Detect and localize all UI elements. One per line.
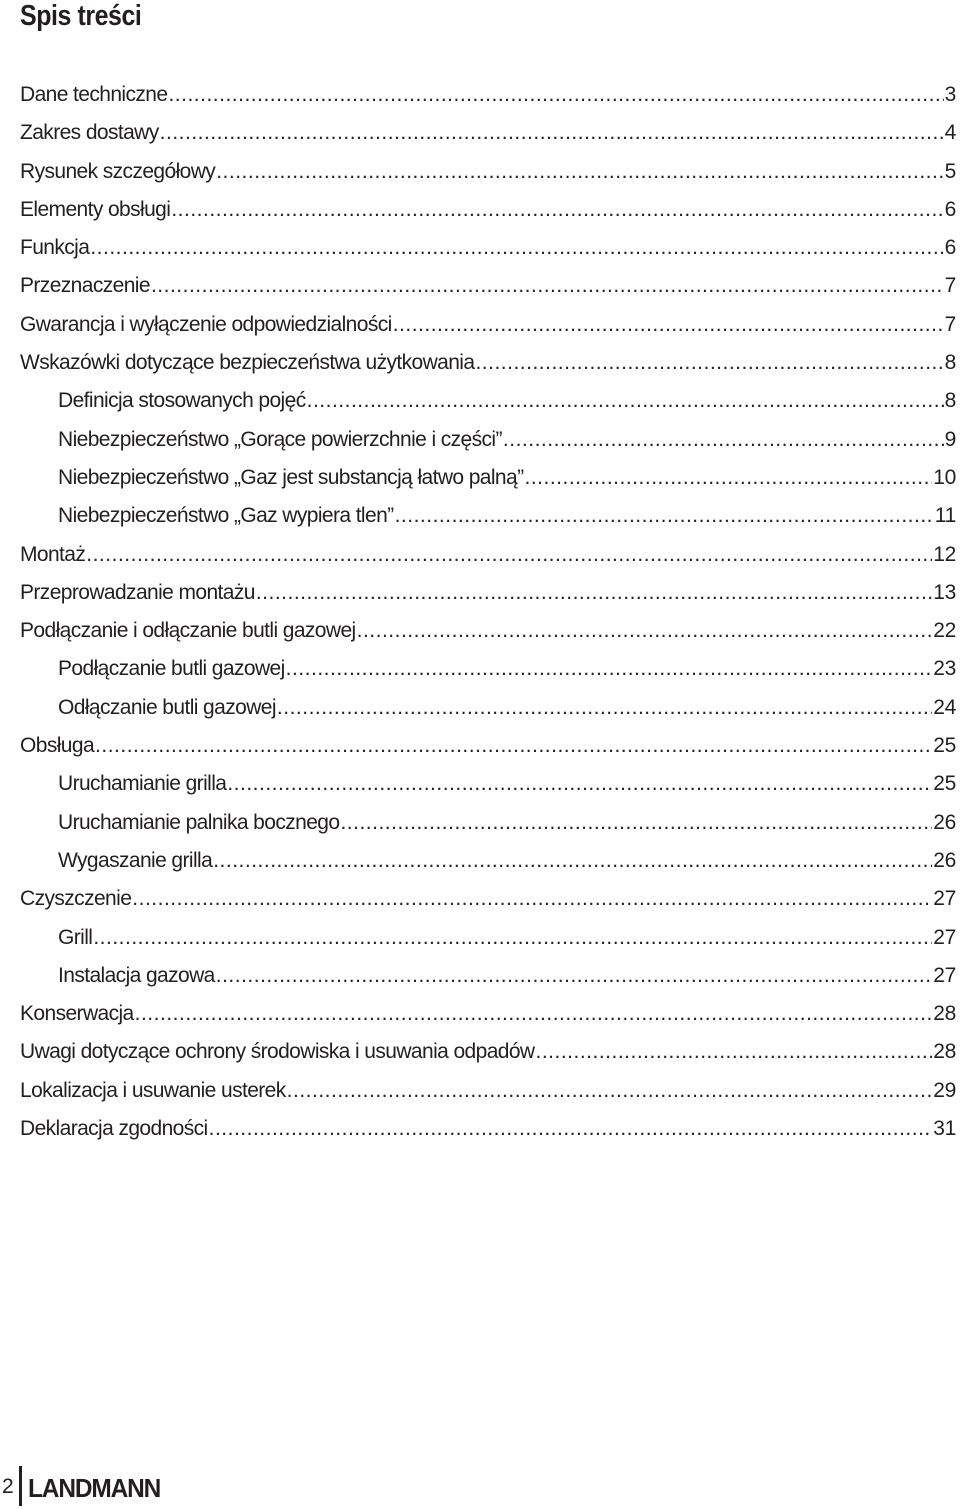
toc-entry-page: 9	[944, 427, 956, 451]
toc-entry-label: Podłączanie butli gazowej	[58, 657, 285, 681]
table-of-contents	[20, 76, 956, 1148]
toc-entry-label: Przeprowadzanie montażu	[20, 580, 255, 604]
landmann-logo: LANDMANN	[28, 1473, 161, 1503]
toc-entry[interactable]	[20, 153, 956, 191]
toc-entry-label: Niebezpieczeństwo „Gaz jest substancją łatwo palną”	[58, 465, 524, 489]
toc-entry-page: 8	[944, 351, 956, 375]
toc-dot-leader	[216, 957, 933, 995]
footer-divider	[19, 1466, 22, 1506]
toc-entry-page: 31	[933, 1117, 956, 1141]
toc-dot-leader	[93, 919, 932, 957]
toc-entry-page: 7	[944, 274, 956, 298]
toc-dot-leader	[135, 995, 933, 1033]
toc-entry-label: Lokalizacja i usuwanie usterek	[20, 1078, 286, 1102]
toc-dot-leader	[395, 497, 934, 535]
toc-entry-label: Instalacja gazowa	[58, 963, 215, 987]
toc-dot-leader	[340, 804, 932, 842]
toc-entry-label: Elementy obsługi	[20, 197, 171, 221]
toc-entry-label: Gwarancja i wyłączenie odpowiedzialności	[20, 312, 392, 336]
toc-entry-page: 26	[933, 810, 956, 834]
toc-entry[interactable]	[20, 957, 956, 995]
toc-entry[interactable]	[20, 765, 956, 803]
toc-entry-page: 27	[933, 925, 956, 949]
toc-dot-leader	[132, 880, 932, 918]
toc-entry[interactable]	[20, 574, 956, 612]
toc-entry-page: 8	[944, 389, 956, 413]
toc-entry[interactable]	[20, 229, 956, 267]
toc-dot-leader	[357, 612, 933, 650]
toc-dot-leader	[536, 1033, 933, 1071]
toc-entry-page: 23	[933, 657, 956, 681]
toc-entry-label: Niebezpieczeństwo „Gorące powierzchnie i części”	[58, 427, 502, 451]
toc-entry[interactable]	[20, 191, 956, 229]
toc-entry-page: 28	[933, 1040, 956, 1064]
toc-entry-page: 29	[933, 1078, 956, 1102]
toc-entry[interactable]	[20, 1110, 956, 1148]
toc-entry[interactable]	[20, 727, 956, 765]
toc-entry[interactable]	[20, 1072, 956, 1110]
toc-entry-page: 5	[944, 159, 956, 183]
toc-entry[interactable]	[20, 421, 956, 459]
toc-dot-leader	[171, 191, 943, 229]
toc-entry-page: 25	[933, 772, 956, 796]
toc-entry-page: 27	[933, 963, 956, 987]
toc-entry[interactable]	[20, 344, 956, 382]
toc-entry[interactable]	[20, 459, 956, 497]
toc-entry-label: Montaż	[20, 542, 86, 566]
toc-dot-leader	[213, 842, 932, 880]
toc-dot-leader	[525, 459, 933, 497]
page-footer	[0, 1466, 200, 1506]
toc-entry-label: Przeznaczenie	[20, 274, 150, 298]
toc-dot-leader	[286, 650, 933, 688]
toc-dot-leader	[160, 114, 944, 152]
toc-entry-label: Obsługa	[20, 734, 95, 758]
toc-entry-label: Uruchamianie grilla	[58, 772, 227, 796]
toc-dot-leader	[307, 382, 944, 420]
toc-entry-page: 11	[934, 504, 956, 528]
toc-entry[interactable]	[20, 842, 956, 880]
toc-dot-leader	[90, 229, 943, 267]
toc-entry[interactable]	[20, 536, 956, 574]
toc-entry-label: Definicja stosowanych pojęć	[58, 389, 306, 413]
toc-dot-leader	[277, 689, 932, 727]
toc-entry-page: 10	[933, 465, 956, 489]
toc-dot-leader	[256, 574, 932, 612]
toc-dot-leader	[503, 421, 944, 459]
toc-entry-page: 24	[933, 695, 956, 719]
toc-entry-label: Uruchamianie palnika bocznego	[58, 810, 340, 834]
toc-entry-label: Podłączanie i odłączanie butli gazowej	[20, 619, 356, 643]
toc-entry-page: 26	[933, 848, 956, 872]
toc-entry[interactable]	[20, 497, 956, 535]
toc-entry[interactable]	[20, 689, 956, 727]
toc-entry-page: 13	[933, 580, 956, 604]
toc-entry-label: Funkcja	[20, 236, 90, 260]
toc-entry-page: 6	[944, 236, 956, 260]
toc-entry-page: 7	[944, 312, 956, 336]
toc-entry-label: Wskazówki dotyczące bezpieczeństwa użytkowania	[20, 351, 475, 375]
toc-entry-label: Czyszczenie	[20, 887, 132, 911]
toc-entry[interactable]	[20, 267, 956, 305]
toc-entry[interactable]	[20, 612, 956, 650]
toc-entry-label: Konserwacja	[20, 1002, 134, 1026]
toc-dot-leader	[393, 306, 944, 344]
page-title: Spis treści	[20, 0, 142, 32]
toc-entry[interactable]	[20, 650, 956, 688]
toc-entry[interactable]	[20, 382, 956, 420]
toc-entry-page: 4	[944, 121, 956, 145]
toc-dot-leader	[475, 344, 943, 382]
toc-dot-leader	[151, 267, 944, 305]
toc-entry[interactable]	[20, 804, 956, 842]
footer-page-number: 2	[2, 1475, 14, 1498]
toc-entry-page: 27	[933, 887, 956, 911]
toc-dot-leader	[287, 1072, 933, 1110]
toc-dot-leader	[216, 153, 943, 191]
toc-entry[interactable]	[20, 306, 956, 344]
toc-dot-leader	[168, 76, 943, 114]
toc-entry-label: Wygaszanie grilla	[58, 848, 213, 872]
toc-entry-page: 28	[933, 1002, 956, 1026]
toc-entry-page: 6	[944, 197, 956, 221]
toc-entry-label: Niebezpieczeństwo „Gaz wypiera tlen”	[58, 504, 394, 528]
toc-entry-page: 22	[933, 619, 956, 643]
toc-entry-label: Grill	[58, 925, 93, 949]
toc-entry[interactable]	[20, 995, 956, 1033]
toc-entry[interactable]	[20, 114, 956, 152]
toc-dot-leader	[227, 765, 932, 803]
toc-dot-leader	[95, 727, 932, 765]
toc-entry-label: Rysunek szczegółowy	[20, 159, 216, 183]
toc-entry-page: 3	[944, 83, 956, 106]
toc-entry[interactable]	[20, 919, 956, 957]
toc-dot-leader	[86, 536, 932, 574]
toc-entry-label: Zakres dostawy	[20, 121, 159, 145]
toc-entry-label: Uwagi dotyczące ochrony środowiska i usuwania odpadów	[20, 1040, 535, 1064]
toc-entry[interactable]	[20, 76, 956, 114]
toc-entry-label: Odłączanie butli gazowej	[58, 695, 276, 719]
toc-entry-page: 12	[933, 542, 956, 566]
toc-entry-label: Deklaracja zgodności	[20, 1117, 208, 1141]
toc-dot-leader	[209, 1110, 933, 1148]
toc-entry-label: Dane techniczne	[20, 83, 168, 106]
toc-entry[interactable]	[20, 1033, 956, 1071]
toc-entry[interactable]	[20, 880, 956, 918]
toc-entry-page: 25	[933, 734, 956, 758]
